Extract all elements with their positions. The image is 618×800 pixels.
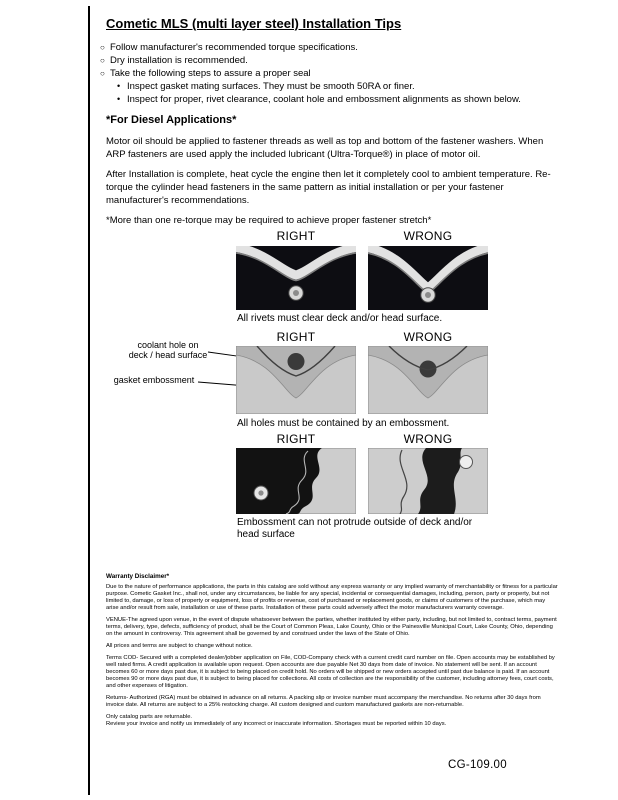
legal-paragraph: Returns- Authorized (RGA) must be obtained in advance on all returns. A packing slip or invoice number must accompany the merchandise. No returns after 30 days from invoice date. All returns are subject to a 25% restocking charge. All custom designed and custom manufactured gaskets are non-returnable.: [106, 695, 541, 708]
tip-text: Inspect for proper, rivet clearance, coolant hole and embossment alignments as shown below.: [127, 94, 521, 105]
list-item: [100, 67, 574, 80]
circle-bullet-icon: ○: [100, 56, 105, 65]
embossment-wrong-diagram: [368, 448, 488, 514]
wrong-label: WRONG: [403, 432, 453, 446]
gasket-embossment-callout: gasket embossment: [113, 375, 195, 385]
right-label: RIGHT: [276, 432, 316, 446]
page-code: CG-109.00: [448, 759, 507, 771]
circle-bullet-icon: ○: [100, 69, 105, 78]
legal-paragraph: Only catalog parts are returnable.: [106, 714, 193, 720]
page-title: Cometic MLS (multi layer steel) Installation Tips: [106, 16, 402, 31]
diagram-caption: All rivets must clear deck and/or head surface.: [237, 313, 443, 324]
diesel-paragraph: Motor oil should be applied to fastener threads as well as top and bottom of the fastener washers. When ARP fasteners are used apply the included lubricant (Ultra-Torque®) in place of motor oil.: [106, 136, 544, 160]
legal-paragraph: Due to the nature of performance applications, the parts in this catalog are sold without any express warranty or any implied warranty of merchantability or fitness for a particular purpose. Cometic Gasket Inc., shall not, under any circumstances, be liable for any special, incidental or consequential damages, including, person, party or property, but not limited to, damage, or loss of property or equipment, loss of profits or revenue, cost of purchased or replacement goods, or claims of customers of the purchase, which may arise and/or result from sale, installation or use of these parts. Installation of these parts could adversely affect the motor manufacturers warranty coverage.: [106, 584, 558, 611]
rivet-wrong-diagram: [368, 246, 488, 310]
embossment-right-diagram: [236, 448, 356, 514]
diesel-paragraph: After Installation is complete, heat cycle the engine then let it completely cool to ambient temperature. Re-torque the cylinder head fasteners in the same pattern as initial installation or per your fastener manufacturer's recommendations.: [106, 169, 551, 206]
callout-text: coolant hole on: [137, 340, 199, 350]
installation-tips-list: [100, 41, 574, 106]
coolant-hole-right-diagram: [236, 346, 356, 414]
wrong-label: WRONG: [403, 229, 453, 243]
tip-text: Take the following steps to assure a proper seal: [110, 68, 311, 79]
diagram-caption: All holes must be contained by an embossment.: [237, 418, 450, 429]
diesel-heading: *For Diesel Applications*: [106, 114, 237, 126]
tip-text: Follow manufacturer's recommended torque specifications.: [110, 42, 358, 53]
legal-section: [106, 573, 558, 733]
list-item: [100, 41, 574, 54]
list-item: [100, 54, 574, 67]
legal-paragraph: Terms COD- Secured with a completed dealer/jobber application on File, COD-Company check with a current credit card number on file. Open accounts may be established by well rated firms. A credit application is available upon request. Open accounts are due payable Net 30 days from date of invoice. No statement will be sent. If an account becomes 60 or more days past due, it is subject to being placed on credit hold. No orders will be shipped or new orders accepted until past due balance is paid. If an account becomes 90 or more days past due, it is subject to being placed for collections. All costs of collection are the responsibility of the customer, including attorney fees, court costs, and other expenses of litigation.: [106, 655, 555, 689]
warranty-disclaimer-heading: Warranty Disclaimer*: [106, 573, 170, 580]
dot-bullet-icon: •: [117, 81, 121, 91]
right-label: RIGHT: [276, 330, 316, 344]
dot-bullet-icon: •: [117, 94, 121, 104]
legal-paragraph: VENUE-The agreed upon venue, in the event of dispute whatsoever between the parties, whether instituted by either party, including, but not limited to, contract terms, payment terms, delivery, type, defects, sufficiency of product, shall be the Court of Common Pleas, Lake County, Ohio or the Painesville Municipal Court, Lake County, Ohio, depending on the amount in controversy. This agreement shall be governed by and construed under the laws of the State of Ohio.: [106, 617, 557, 637]
legal-paragraph: Review your invoice and notify us immediately of any incorrect or inaccurate information. Shortages must be reported within 10 days.: [106, 721, 447, 727]
diesel-applications-section: [106, 114, 558, 234]
tip-text: Dry installation is recommended.: [110, 55, 248, 66]
right-label: RIGHT: [276, 229, 316, 243]
legal-paragraph: All prices and terms are subject to change without notice.: [106, 643, 253, 649]
coolant-hole-wrong-diagram: [368, 346, 488, 414]
diesel-paragraph: *More than one re-torque may be required to achieve proper fastener stretch*: [106, 215, 432, 226]
left-margin-rule: [88, 6, 90, 795]
circle-bullet-icon: ○: [100, 43, 105, 52]
rivet-right-diagram: [236, 246, 356, 310]
wrong-label: WRONG: [403, 330, 453, 344]
list-sub-item: [117, 93, 574, 106]
tip-text: Inspect gasket mating surfaces. They must be smooth 50RA or finer.: [127, 81, 415, 92]
list-sub-item: [117, 80, 574, 93]
diagram-caption: Embossment can not protrude outside of deck and/or head surface: [237, 517, 473, 540]
callout-text: deck / head surface: [128, 350, 208, 360]
